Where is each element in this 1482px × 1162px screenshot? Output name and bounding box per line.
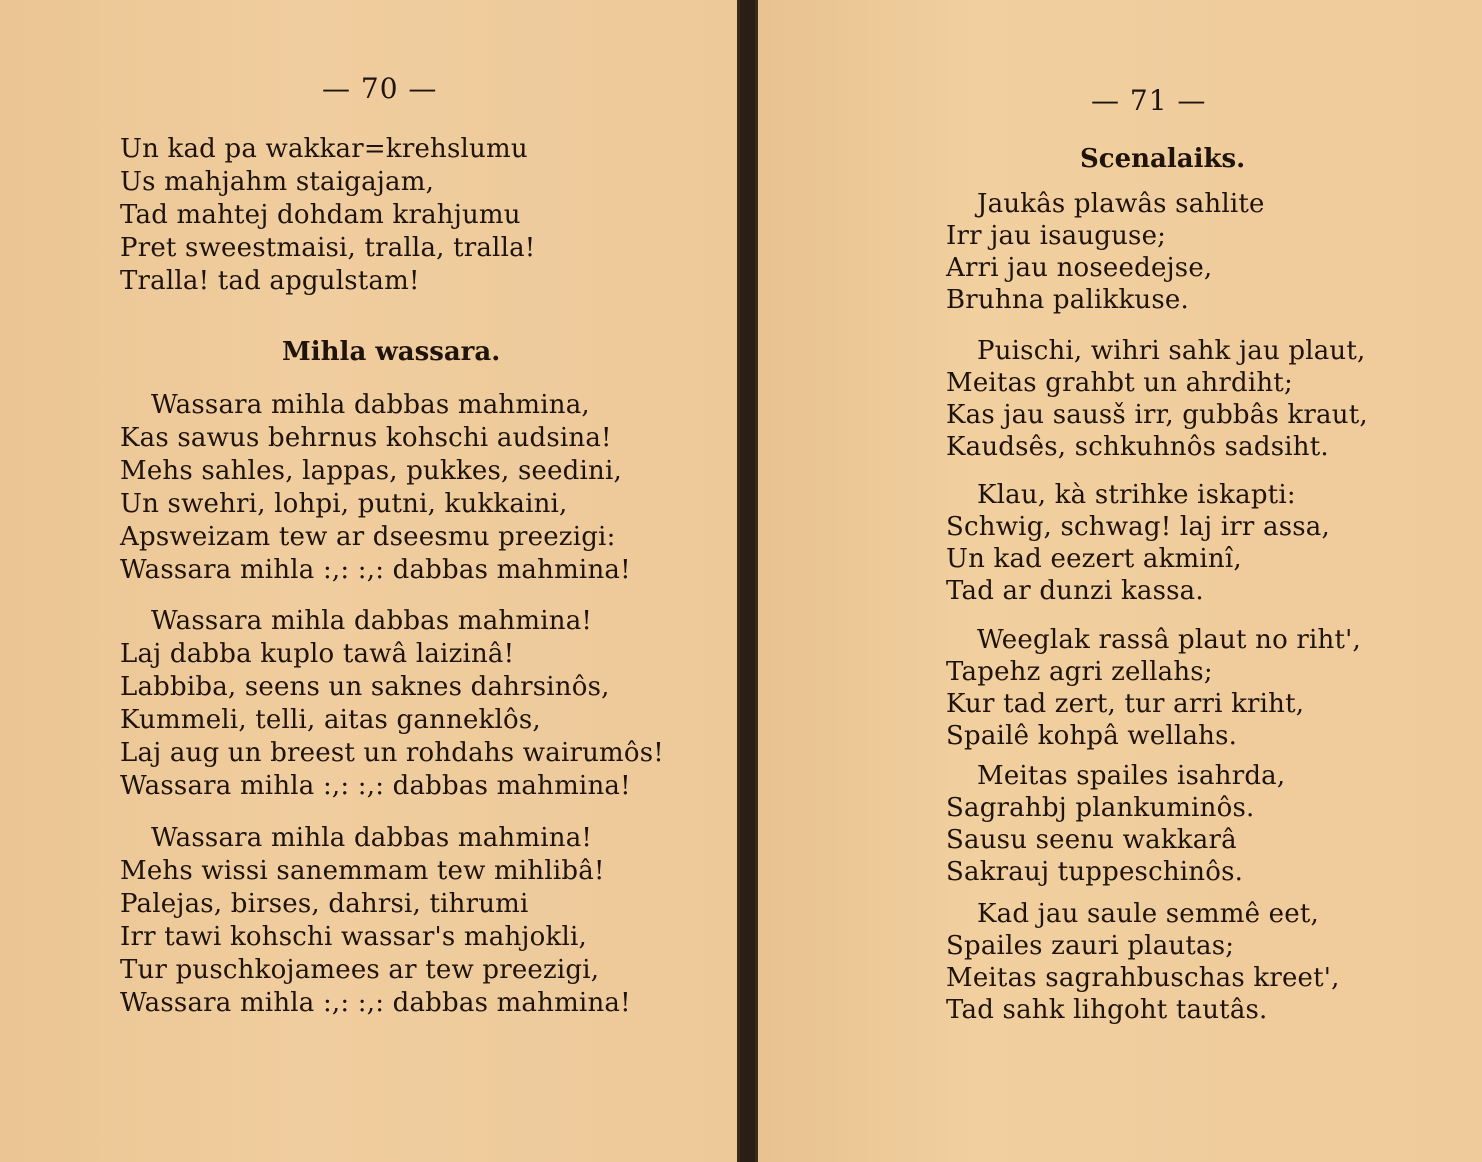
verse-line: Wassara mihla dabbas mahmina!	[151, 823, 593, 853]
verse-line: Sausu seenu wakkarâ	[946, 825, 1237, 855]
verse-line: Labbiba, seens un saknes dahrsinôs,	[120, 672, 610, 702]
verse-line: Kad jau saule semmê eet,	[977, 899, 1319, 929]
verse-line: Tapehz agri zellahs;	[946, 657, 1213, 687]
verse-line: Meitas grahbt un ahrdiht;	[946, 368, 1293, 398]
stanza	[120, 133, 535, 298]
verse-line: Tralla! tad apgulstam!	[120, 266, 420, 296]
verse-line: Wassara mihla :,: :,: dabbas mahmina!	[120, 988, 631, 1018]
verse-line: Meitas sagrahbuschas kreet',	[946, 963, 1340, 993]
poem-title: Mihla wassara.	[282, 337, 501, 367]
verse-line: Irr jau isauguse;	[946, 221, 1167, 251]
verse-line: Pret sweestmaisi, tralla, tralla!	[120, 233, 536, 263]
verse-line: Tad ar dunzi kassa.	[946, 576, 1204, 606]
verse-line: Un swehri, lohpi, putni, kukkaini,	[120, 489, 568, 519]
left-page	[0, 0, 740, 1162]
book-gutter	[740, 0, 755, 1162]
verse-line: Klau, kà strihke iskapti:	[977, 480, 1296, 510]
verse-line: Tur puschkojamees ar tew preezigi,	[120, 955, 600, 985]
verse-line: Laj aug un breest un rohdahs wairumôs!	[120, 738, 664, 768]
verse-line: Kas jau sausš irr, gubbâs kraut,	[946, 400, 1368, 430]
stanza	[946, 898, 1340, 1026]
stanza	[946, 624, 1361, 752]
poem-title: Scenalaiks.	[1080, 144, 1246, 174]
verse-line: Bruhna palikkuse.	[946, 285, 1189, 315]
verse-line: Jaukâs plawâs sahlite	[977, 189, 1265, 219]
stanza	[120, 389, 631, 587]
verse-line: Irr tawi kohschi wassar's mahjokli,	[120, 922, 587, 952]
verse-line: Tad mahtej dohdam krahjumu	[120, 200, 521, 230]
verse-line: Mehs sahles, lappas, pukkes, seedini,	[120, 456, 622, 486]
stanza	[946, 760, 1285, 888]
verse-line: Kummeli, telli, aitas ganneklôs,	[120, 705, 541, 735]
stanza	[946, 479, 1330, 607]
verse-line: Tad sahk lihgoht tautâs.	[946, 995, 1268, 1025]
page-number: — 71 —	[1091, 84, 1207, 117]
verse-line: Arri jau noseedejse,	[946, 253, 1213, 283]
verse-line: Wassara mihla dabbas mahmina,	[151, 390, 590, 420]
verse-line: Meitas spailes isahrda,	[977, 761, 1286, 791]
verse-line: Schwig, schwag! laj irr assa,	[946, 512, 1330, 542]
verse-line: Weeglak rassâ plaut no riht',	[977, 625, 1361, 655]
stanza	[120, 822, 631, 1020]
stanza	[946, 188, 1265, 316]
verse-line: Un kad pa wakkar=krehslumu	[120, 134, 528, 164]
verse-line: Spailê kohpâ wellahs.	[946, 721, 1238, 751]
verse-line: Kaudsês, schkuhnôs sadsiht.	[946, 432, 1329, 462]
verse-line: Wassara mihla :,: :,: dabbas mahmina!	[120, 771, 631, 801]
page-number: — 70 —	[322, 72, 438, 105]
verse-line: Kur tad zert, tur arri kriht,	[946, 689, 1305, 719]
verse-line: Spailes zauri plautas;	[946, 931, 1235, 961]
verse-line: Wassara mihla dabbas mahmina!	[151, 606, 593, 636]
verse-line: Us mahjahm staigajam,	[120, 167, 435, 197]
verse-line: Puischi, wihri sahk jau plaut,	[977, 336, 1366, 366]
verse-line: Laj dabba kuplo tawâ laizinâ!	[120, 639, 515, 669]
verse-line: Mehs wissi sanemmam tew mihlibâ!	[120, 856, 605, 886]
stanza	[120, 605, 664, 803]
verse-line: Un kad eezert akminî,	[946, 544, 1242, 574]
verse-line: Sagrahbj plankuminôs.	[946, 793, 1255, 823]
verse-line: Wassara mihla :,: :,: dabbas mahmina!	[120, 555, 631, 585]
verse-line: Apsweizam tew ar dseesmu preezigi:	[120, 522, 616, 552]
verse-line: Kas sawus behrnus kohschi audsina!	[120, 423, 612, 453]
verse-line: Palejas, birses, dahrsi, tihrumi	[120, 889, 529, 919]
right-page	[755, 0, 1482, 1162]
stanza	[946, 335, 1368, 463]
verse-line: Sakrauj tuppeschinôs.	[946, 857, 1244, 887]
